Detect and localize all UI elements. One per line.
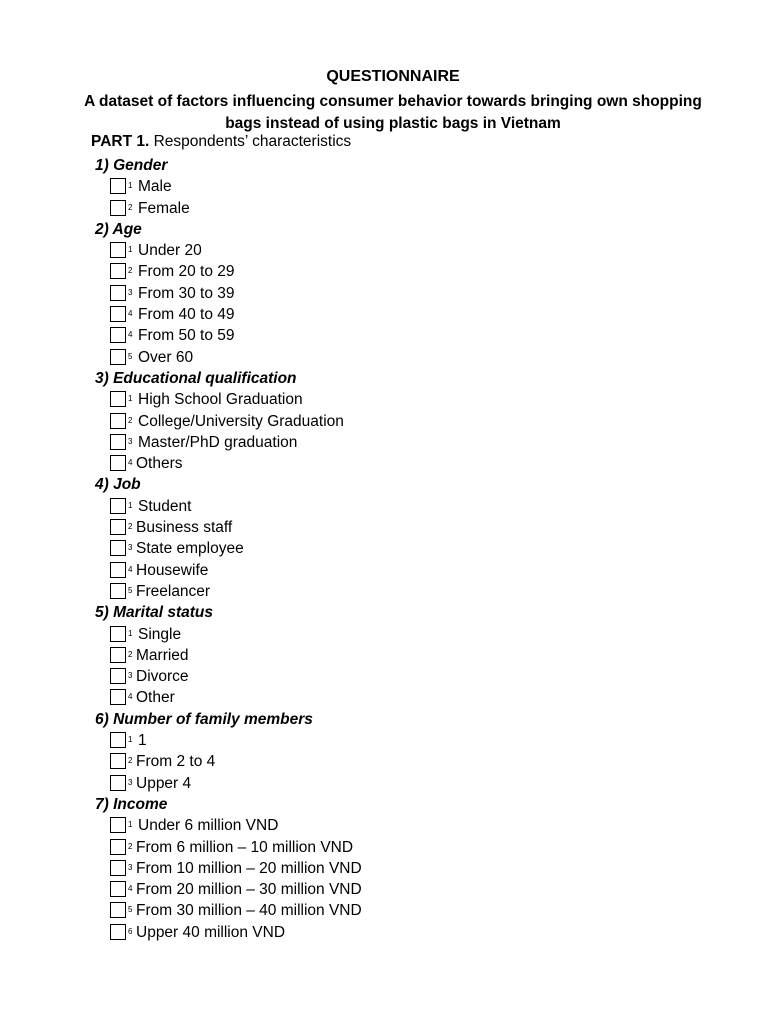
- option-checkbox[interactable]: [110, 626, 126, 642]
- option-label: From 10 million – 20 million VND: [136, 859, 362, 877]
- option-label: Housewife: [136, 561, 209, 579]
- document-subtitle: A dataset of factors influencing consumer behavior towards bringing own shopping bags instead of using plastic bags in Vietnam: [84, 93, 702, 132]
- option-label: Under 6 million VND: [138, 817, 279, 835]
- option-label: From 30 to 39: [138, 284, 235, 302]
- option-row[interactable]: [0, 325, 768, 346]
- option-checkbox[interactable]: [110, 306, 126, 322]
- option-row[interactable]: [0, 496, 768, 517]
- option-label: Male: [138, 178, 172, 196]
- option-number: 2: [128, 415, 133, 425]
- option-row[interactable]: [0, 517, 768, 538]
- option-number: 1: [128, 500, 133, 510]
- option-row[interactable]: [0, 687, 768, 708]
- option-number: 1: [128, 735, 133, 745]
- option-row[interactable]: [0, 730, 768, 751]
- option-row[interactable]: [0, 815, 768, 836]
- option-row[interactable]: [0, 283, 768, 304]
- option-row[interactable]: [0, 858, 768, 879]
- option-checkbox[interactable]: [110, 647, 126, 663]
- option-checkbox[interactable]: [110, 455, 126, 471]
- option-label: Single: [138, 625, 182, 643]
- option-number: 2: [128, 202, 133, 212]
- option-row[interactable]: [0, 581, 768, 602]
- question-label: 3) Educational qualification: [95, 369, 297, 387]
- question-label: 1) Gender: [95, 157, 168, 174]
- option-row[interactable]: [0, 922, 768, 943]
- option-label: College/University Graduation: [138, 412, 344, 430]
- option-checkbox[interactable]: [110, 178, 126, 194]
- option-number: 2: [128, 522, 133, 532]
- option-row[interactable]: [0, 837, 768, 858]
- option-label: Upper 4: [136, 774, 192, 792]
- option-checkbox[interactable]: [110, 519, 126, 535]
- option-number: 1: [128, 820, 133, 830]
- option-number: 1: [128, 394, 133, 404]
- option-label: From 20 million – 30 million VND: [136, 881, 362, 899]
- option-row[interactable]: [0, 304, 768, 325]
- option-checkbox[interactable]: [110, 242, 126, 258]
- option-label: From 6 million – 10 million VND: [136, 838, 354, 856]
- option-checkbox[interactable]: [110, 732, 126, 748]
- option-number: 3: [128, 543, 133, 553]
- option-checkbox[interactable]: [110, 689, 126, 705]
- option-checkbox[interactable]: [110, 285, 126, 301]
- option-checkbox[interactable]: [110, 839, 126, 855]
- option-checkbox[interactable]: [110, 902, 126, 918]
- option-number: 4: [128, 309, 133, 319]
- option-label: Business staff: [136, 519, 233, 537]
- option-number: 5: [128, 905, 133, 915]
- option-label: Upper 40 million VND: [136, 923, 286, 941]
- option-number: 5: [128, 585, 133, 595]
- option-number: 4: [128, 330, 133, 340]
- option-checkbox[interactable]: [110, 200, 126, 216]
- questions-list: [0, 155, 768, 943]
- option-number: 3: [128, 436, 133, 446]
- option-checkbox[interactable]: [110, 775, 126, 791]
- option-label: From 40 to 49: [138, 306, 235, 324]
- option-row[interactable]: [0, 453, 768, 474]
- option-number: 2: [128, 649, 133, 659]
- option-row[interactable]: [0, 624, 768, 645]
- option-label: Other: [136, 689, 175, 707]
- option-checkbox[interactable]: [110, 327, 126, 343]
- question-label: 4) Job: [95, 476, 141, 494]
- option-number: 2: [128, 841, 133, 851]
- option-number: 4: [128, 564, 133, 574]
- option-row[interactable]: [0, 560, 768, 581]
- option-label: From 20 to 29: [138, 263, 235, 281]
- option-label: High School Graduation: [138, 391, 303, 409]
- option-row[interactable]: [0, 389, 768, 410]
- option-label: State employee: [136, 540, 244, 558]
- option-checkbox[interactable]: [110, 498, 126, 514]
- option-checkbox[interactable]: [110, 434, 126, 450]
- part-heading: [91, 133, 351, 151]
- option-number: 1: [128, 181, 133, 191]
- option-checkbox[interactable]: [110, 349, 126, 365]
- option-number: 4: [128, 692, 133, 702]
- option-row[interactable]: [0, 240, 768, 261]
- option-row[interactable]: [0, 538, 768, 559]
- option-number: 1: [128, 628, 133, 638]
- option-row[interactable]: [0, 411, 768, 432]
- option-checkbox[interactable]: [110, 924, 126, 940]
- option-checkbox[interactable]: [110, 263, 126, 279]
- option-label: Over 60: [138, 348, 194, 366]
- option-number: 6: [128, 926, 133, 936]
- option-number: 3: [128, 287, 133, 297]
- option-row[interactable]: [0, 666, 768, 687]
- option-label: Student: [138, 497, 192, 515]
- option-row[interactable]: [0, 347, 768, 368]
- option-checkbox[interactable]: [110, 753, 126, 769]
- document-title: QUESTIONNAIRE: [326, 68, 460, 85]
- option-checkbox[interactable]: [110, 583, 126, 599]
- question-label: 6) Number of family members: [95, 710, 313, 728]
- option-label: Divorce: [136, 668, 189, 686]
- option-number: 1: [128, 245, 133, 255]
- option-label: 1: [138, 732, 147, 750]
- option-row[interactable]: [0, 261, 768, 282]
- part-label: PART 1.: [91, 133, 150, 150]
- question-label: 7) Income: [95, 795, 168, 813]
- option-label: From 30 million – 40 million VND: [136, 902, 362, 920]
- option-number: 2: [128, 266, 133, 276]
- part-text: Respondents’ characteristics: [149, 133, 352, 150]
- option-row[interactable]: [0, 645, 768, 666]
- option-number: 4: [128, 884, 133, 894]
- option-number: 3: [128, 862, 133, 872]
- option-row[interactable]: [0, 198, 768, 219]
- option-row[interactable]: [0, 176, 768, 197]
- option-checkbox[interactable]: [110, 562, 126, 578]
- option-label: Master/PhD graduation: [138, 433, 298, 451]
- option-label: Under 20: [138, 242, 202, 260]
- option-checkbox[interactable]: [110, 391, 126, 407]
- option-number: 4: [128, 458, 133, 468]
- option-row[interactable]: [0, 900, 768, 921]
- option-row[interactable]: [0, 773, 768, 794]
- option-checkbox[interactable]: [110, 540, 126, 556]
- option-label: From 50 to 59: [138, 327, 235, 345]
- question-label: 5) Marital status: [95, 604, 214, 622]
- option-label: Married: [136, 646, 189, 664]
- option-checkbox[interactable]: [110, 413, 126, 429]
- option-number: 5: [128, 351, 133, 361]
- option-row[interactable]: [0, 879, 768, 900]
- option-row[interactable]: [0, 432, 768, 453]
- option-checkbox[interactable]: [110, 881, 126, 897]
- option-label: From 2 to 4: [136, 753, 216, 771]
- question-label: 2) Age: [95, 220, 142, 238]
- option-number: 2: [128, 756, 133, 766]
- option-label: Female: [138, 199, 190, 217]
- option-label: Freelancer: [136, 582, 211, 600]
- option-checkbox[interactable]: [110, 817, 126, 833]
- option-row[interactable]: [0, 751, 768, 772]
- option-number: 3: [128, 671, 133, 681]
- option-number: 3: [128, 777, 133, 787]
- option-label: Others: [136, 455, 183, 473]
- option-checkbox[interactable]: [110, 860, 126, 876]
- option-checkbox[interactable]: [110, 668, 126, 684]
